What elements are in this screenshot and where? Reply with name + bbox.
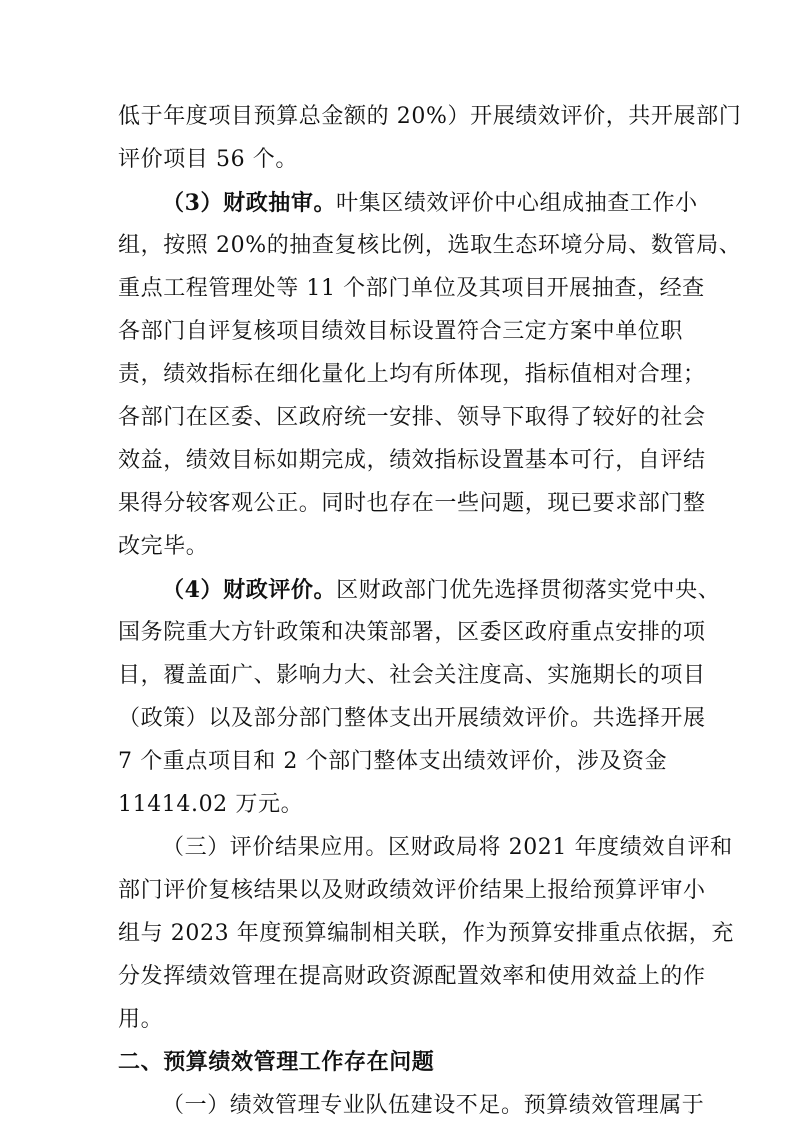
- paragraph-line: 效益，绩效目标如期完成，绩效指标设置基本可行，自评结: [118, 448, 706, 473]
- paragraph-line: （三）评价结果应用。区财政局将 2021 年度绩效自评和: [162, 835, 733, 860]
- paragraph-line: 组与 2023 年度预算编制相关联，作为预算安排重点依据，充: [118, 921, 734, 946]
- paragraph-line: 改完毕。: [118, 534, 209, 559]
- paragraph-line: 各部门自评复核项目绩效目标设置符合三定方案中单位职: [118, 319, 684, 344]
- item-4-text: 区财政部门优先选择贯彻落实党中央、: [336, 578, 721, 603]
- paragraph-line: 分发挥绩效管理在提高财政资源配置效率和使用效益上的作: [118, 964, 706, 989]
- paragraph-line: [162, 576, 721, 605]
- section-heading: 二、预算绩效管理工作存在问题: [118, 1050, 435, 1075]
- paragraph-line: 评价项目 56 个。: [118, 147, 298, 172]
- paragraph-line: 重点工程管理处等 11 个部门单位及其项目开展抽查，经查: [118, 276, 705, 301]
- paragraph-line: 7 个重点项目和 2 个部门整体支出绩效评价，涉及资金: [118, 749, 668, 774]
- item-3-text: 叶集区绩效评价中心组成抽查工作小: [336, 191, 698, 216]
- paragraph-line: 各部门在区委、区政府统一安排、领导下取得了较好的社会: [118, 405, 706, 430]
- paragraph-line: 11414.02 万元。: [118, 792, 304, 817]
- paragraph-line: 果得分较客观公正。同时也存在一些问题，现已要求部门整: [118, 491, 706, 516]
- item-4-heading: （4）财政评价。: [162, 577, 337, 603]
- paragraph-line: 国务院重大方针政策和决策部署，区委区政府重点安排的项: [118, 620, 706, 645]
- paragraph-line: 责，绩效指标在细化量化上均有所体现，指标值相对合理；: [118, 362, 706, 387]
- paragraph-line: 用。: [118, 1007, 164, 1032]
- paragraph-line: 目，覆盖面广、影响力大、社会关注度高、实施期长的项目: [118, 663, 706, 688]
- paragraph-line: （一）绩效管理专业队伍建设不足。预算绩效管理属于: [162, 1093, 705, 1118]
- paragraph-line: （政策）以及部分部门整体支出开展绩效评价。共选择开展: [118, 706, 706, 731]
- item-3-heading: （3）财政抽审。: [162, 190, 337, 216]
- paragraph-line: [162, 189, 698, 218]
- paragraph-line: 部门评价复核结果以及财政绩效评价结果上报给预算评审小: [118, 878, 706, 903]
- paragraph-line: 低于年度项目预算总金额的 20%）开展绩效评价，共开展部门: [118, 104, 742, 129]
- paragraph-line: 组，按照 20%的抽查复核比例，选取生态环境分局、数管局、: [118, 233, 742, 258]
